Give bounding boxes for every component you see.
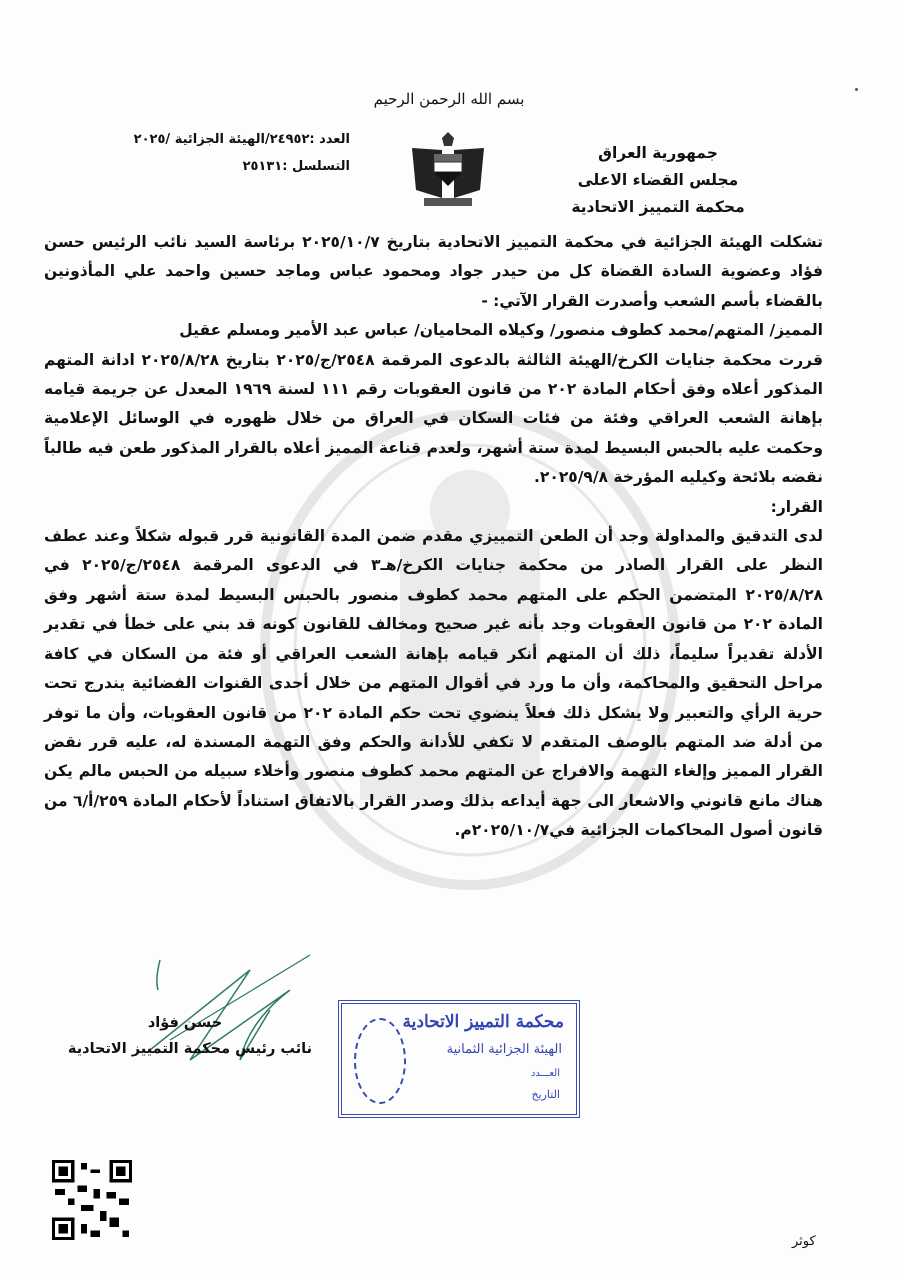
decision-heading: القرار: [770,497,823,516]
qr-code-icon [52,1160,132,1240]
reference-block [130,126,350,180]
court-name: محكمة التمييز الاتحادية [571,198,745,216]
stamp-panel-name: الهيئة الجزائية الثمانية [446,1042,562,1057]
stamp-seal-icon [354,1018,406,1104]
country-name: جمهورية العراق [598,144,718,162]
reference-number: العدد :٢٤٩٥٢/الهيئة الجزائية /٢٠٢٥ [133,132,350,147]
decision-paragraph: لدى التدقيق والمداولة وجد أن الطعن التمييزي مقدم ضمن المدة القانونية قرر قبوله شكلاً وعند عطف النظر على القرار الصادر من محكمة جنايات الكرخ/هـ٣ في الدعوى المرقمة ٢٥٤٨/ج/٢٠٢٥ في ٢٠٢٥/٨/٢٨ المتضمن الحكم على المتهم محمد كطوف منصور بالحبس البسيط لمدة ستة أشهر وفق المادة ٢٠٢ من قانون العقوبات وجد بأنه غير صحيح ومخالف للقانون كونه قد بني على خطأ في تقدير الأدلة تقديراً سليماً، ذلك أن المتهم أنكر قيامه بإهانة الشعب العراقي أو فئة من السكان في كافة مراحل التحقيق والمحاكمة، وأن ما ورد في أقوال المتهم من خلال أحدى القنوات الفضائية يندرج تحت حرية الرأي والتعبير ولا يشكل ذلك فعلاً ينضوي تحت حكم المادة ٢٠٢ من قانون العقوبات، وأن ما توفر من أدلة ضد المتهم بالوصف المتقدم لا تكفي للأدانة والحكم وفق التهمة المسندة له، عليه قرر نقض القرار المميز وإلغاء التهمة والافراج عن المتهم محمد كطوف منصور وأخلاء سبيله من الحبس مالم يكن هناك مانع قانوني والاشعار الى جهة أيداعه بذلك وصدر القرار بالاتفاق استناداً لأحكام المادة ٢٥٩/أ/٦ من قانون أصول المحاكمات الجزائية في٢٠٢٥/١٠/٧م. [44,527,823,840]
decision-body [44,228,823,846]
basmala: بسم الله الرحمن الرحيم [373,90,525,108]
case-background-paragraph: قررت محكمة جنايات الكرخ/الهيئة الثالثة بالدعوى المرقمة ٢٥٤٨/ج/٢٠٢٥ بتاريخ ٢٠٢٥/٨/٢٨ ادانة المتهم المذكور أعلاه وفق أحكام المادة ٢٠٢ من قانون العقوبات رقم ١١١ لسنة ١٩٦٩ المعدل عن جريمة قيامه بإهانة الشعب العراقي وفئة من فئات السكان في العراق من خلال ظهوره في الوسائل الإعلامية وحكمت عليه بالحبس البسيط لمدة ستة أشهر، ولعدم قناعة المميز أعلاه بالقرار المذكور طعن فيه طالباً نقضه بلائحة وكيليه المؤرخة ٢٠٢٥/٩/٨. [44,350,823,487]
signature-block [60,1010,320,1062]
council-name: مجلس القضاء الاعلى [577,171,739,189]
court-stamp [338,1000,580,1118]
stamp-number-label: العـــدد [530,1068,560,1079]
issuer-header [558,140,758,221]
signatory-name: حسن فؤاد [147,1015,223,1031]
stamp-court-name: محكمة التمييز الاتحادية [402,1012,564,1032]
court-composition-paragraph: تشكلت الهيئة الجزائية في محكمة التمييز الاتحادية بتاريخ ٢٠٢٥/١٠/٧ برئاسة السيد نائب الرئيس حسن فؤاد وعضوية السادة القضاة كل من حيدر جواد ومحمود عباس وماجد حسين واحمد علي المأذونين بالقضاء بأسم الشعب وأصدرت القرار الآتي: - [44,233,823,310]
signatory-title: نائب رئيس محكمة التمييز الاتحادية [67,1041,313,1057]
parties-paragraph: المميز/ المتهم/محمد كطوف منصور/ وكيلاه المحاميان/ عباس عبد الأمير ومسلم عقيل [179,321,823,340]
stamp-date-label: التاريخ [531,1088,560,1101]
serial-number: التسلسل :٢٥١٣١ [242,159,350,174]
typist-initials: كوثر [792,1234,816,1249]
iraq-emblem-icon [402,128,494,210]
